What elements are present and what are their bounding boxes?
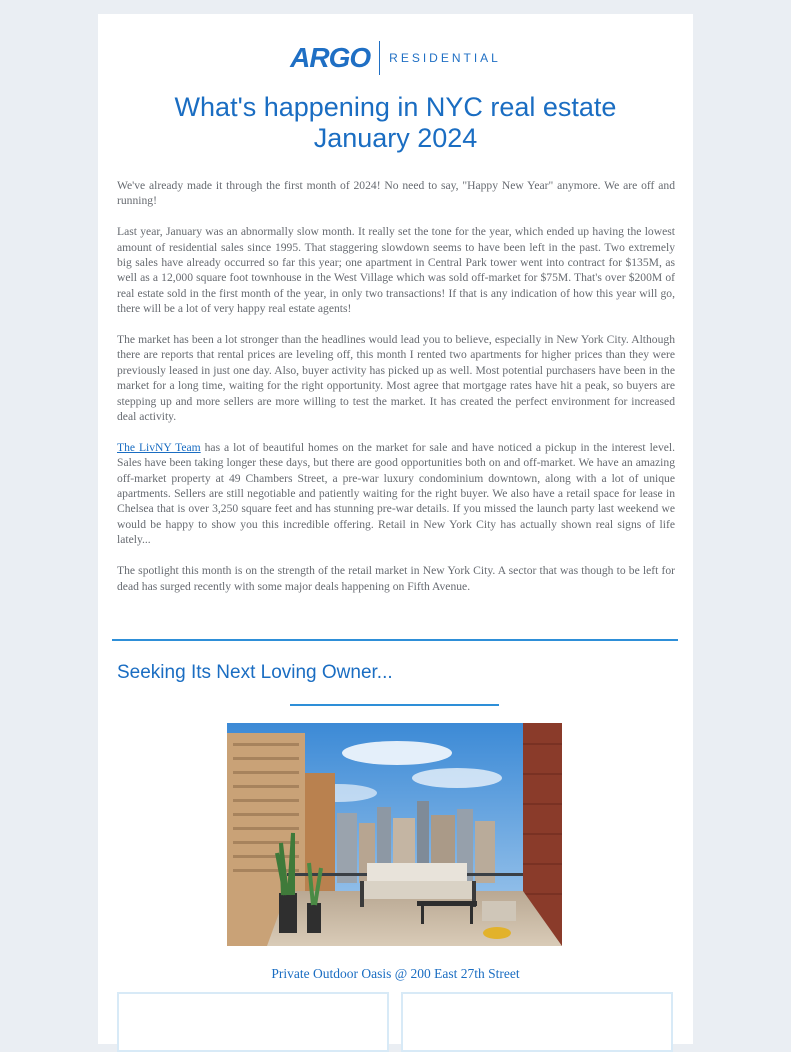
newsletter-card (98, 14, 693, 1044)
logo-mark: ARGO (290, 42, 371, 73)
title-line-1: What's happening in NYC real estate (174, 92, 617, 122)
article-body (117, 178, 675, 609)
listing-card-right[interactable] (401, 992, 673, 1052)
logo-wordmark: RESIDENTIAL (389, 51, 501, 65)
section-title: Seeking Its Next Loving Owner... (117, 662, 393, 683)
title-line-2: January 2024 (313, 123, 478, 153)
rooftop-terrace-image (227, 723, 562, 946)
paragraph-intro: We've already made it through the first month of 2024! No need to say, "Happy New Year" anymore. We are off and running! (117, 179, 675, 208)
newsletter-title (98, 92, 693, 154)
section-divider (112, 639, 678, 641)
logo-divider (379, 41, 380, 75)
paragraph-spotlight: The spotlight this month is on the strength of the retail market in New York City. A sector that was though to be left for dead has surged recently with some major deals happening on Fifth Avenue. (117, 564, 675, 593)
listing-photo[interactable] (227, 723, 562, 946)
paragraph-market: The market has been a lot stronger than the headlines would lead you to believe, especially in New York City. Although there are reports that rental prices are leveling off, this month I rented two apartments for higher prices than they were previously leased in just one day. Also, buyer activity has picked up as well. Most potential purchasers have been in the market for a long time, waiting for the right opportunity. Most agree that mortgage rates have hit a peak, so buyers are stepping up and more sellers are more willing to test the market. It has created the perfect environment for increased deal activity. (117, 333, 675, 424)
section-title-underline (290, 704, 499, 706)
livny-team-link[interactable]: The LivNY Team (117, 440, 201, 454)
listing-caption: Private Outdoor Oasis @ 200 East 27th Street (271, 966, 520, 981)
paragraph-livny-text: has a lot of beautiful homes on the market for sale and have noticed a pickup in the interest level. Sales have been taking longer these days, but there are good opportunities both on and off-market. We have an amazing off-market property at 49 Chambers Street, a pre-war luxury condominium downtown, along with a lot of unique apartments. Sellers are still negotiable and patiently waiting for the right buyer. We also have a retail space for lease in Chelsea that is over 3,250 square feet and has stunning pre-war details. If you missed the launch party last weekend we would be happy to show you this incredible offering. Retail in New York City has actually shown real signs of life lately... (117, 440, 676, 547)
paragraph-livny (117, 440, 675, 548)
brand-logo[interactable] (98, 38, 693, 78)
paragraph-january: Last year, January was an abnormally slow month. It really set the tone for the year, which ended up having the lowest amount of residential sales since 1995. That staggering slowdown seems to have been left in the past. Two extremely big sales have already occurred so far this year; one apartment in Central Park tower went into contract for $135M, as well as a 12,000 square foot townhouse in the West Village which was sold off-market for $75M. That's over $200M of real estate sold in the first month of the year, in only two transactions! If that is any indication of how this year will go, there will be a lot of very happy real estate agents! (117, 225, 675, 316)
listing-card-left[interactable] (117, 992, 389, 1052)
